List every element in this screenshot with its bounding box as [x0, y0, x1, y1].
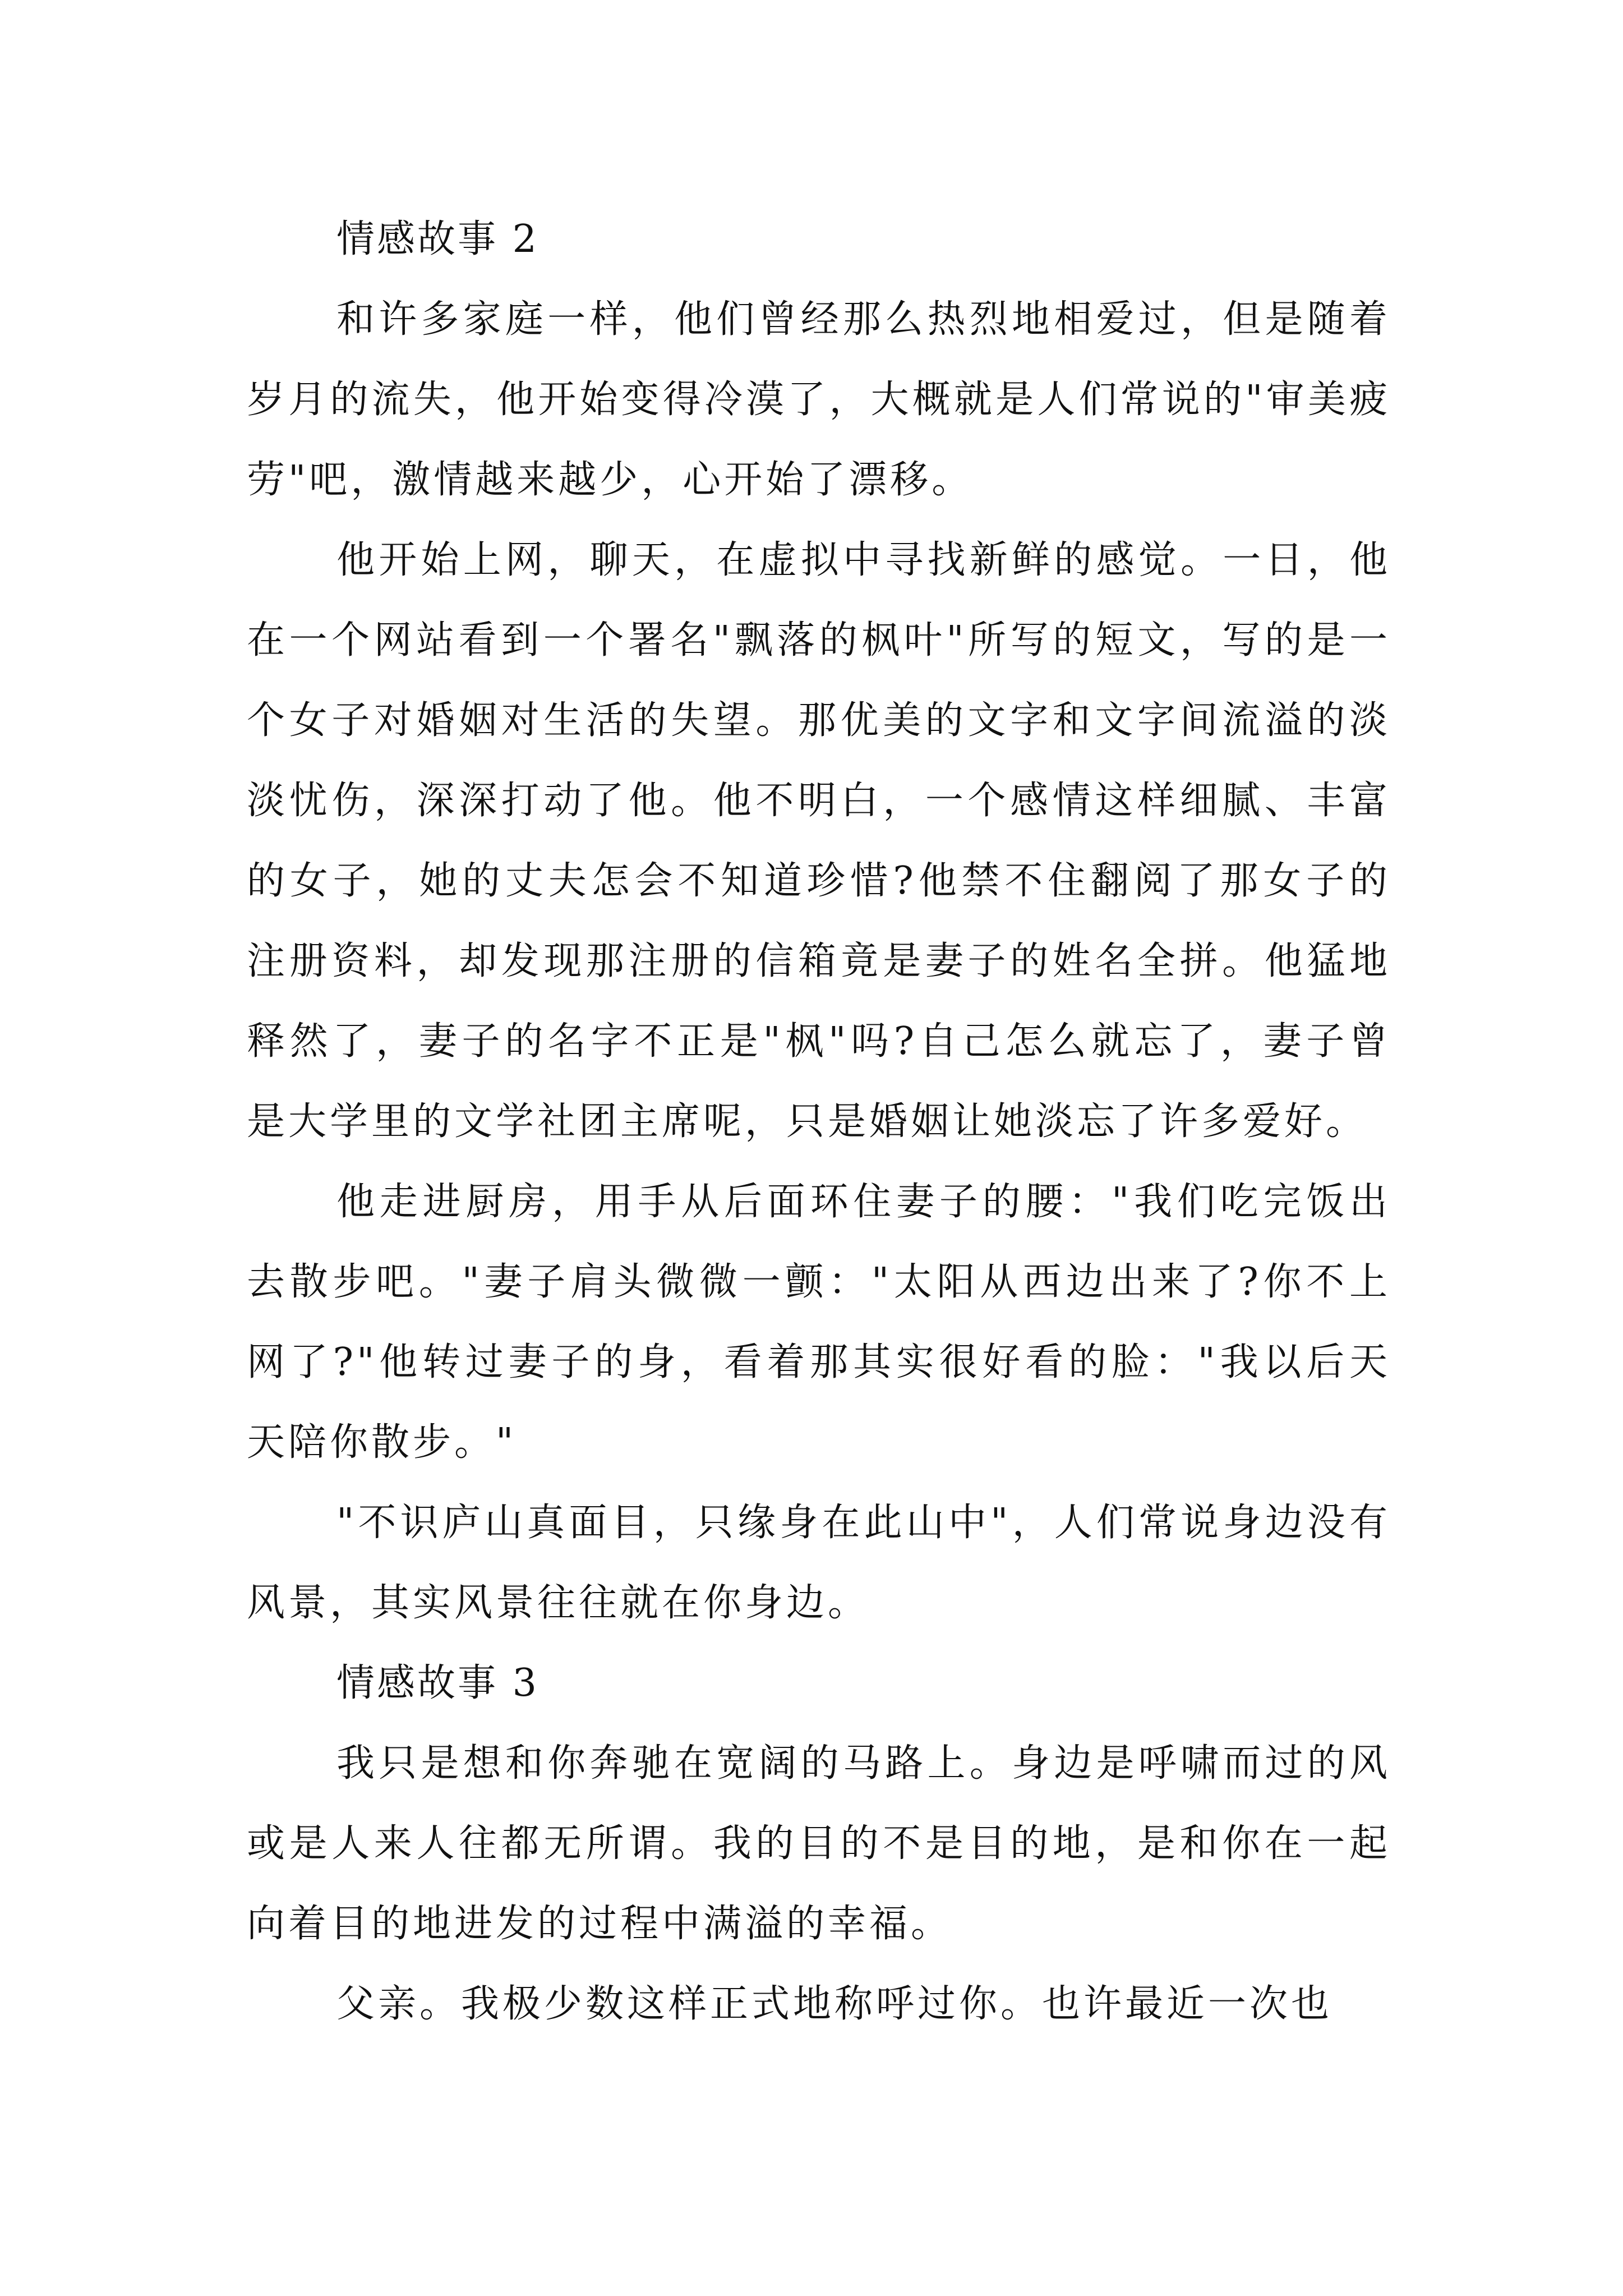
section-heading: 情感故事 3	[336, 1661, 539, 1705]
paragraph: 他开始上网，聊天，在虚拟中寻找新鲜的感觉。一日，他在一个网站看到一个署名"飘落的枫叶"所写的短文，写的是一个女子对婚姻对生活的失望。那优美的文字和文字间流溢的淡淡忧伤，深深打动了他。他不明白，一个感情这样细腻、丰富的女子，她的丈夫怎会不知道珍惜?他禁不住翻阅了那女子的注册资料，却发现那注册的信箱竟是妻子的姓名全拼。他猛地释然了，妻子的名字不正是"枫"吗?自己怎么就忘了，妻子曾是大学里的文学社团主席呢，只是婚姻让她淡忘了许多爱好。	[247, 538, 1391, 1144]
paragraph: 和许多家庭一样，他们曾经那么热烈地相爱过，但是随着岁月的流失，他开始变得冷漠了，大概就是人们常说的"审美疲劳"吧，激情越来越少，心开始了漂移。	[247, 297, 1391, 502]
section-heading: 情感故事 2	[336, 217, 539, 261]
document-body	[247, 199, 1391, 2044]
paragraph: "不识庐山真面目，只缘身在此山中"，人们常说身边没有风景，其实风景往往就在你身边。	[247, 1501, 1391, 1625]
paragraph: 父亲。我极少数这样正式地称呼过你。也许最近一次也	[336, 1982, 1333, 2026]
paragraph: 我只是想和你奔驰在宽阔的马路上。身边是呼啸而过的风或是人来人往都无所谓。我的目的不是目的地，是和你在一起向着目的地进发的过程中满溢的幸福。	[247, 1741, 1391, 1946]
paragraph: 他走进厨房，用手从后面环住妻子的腰："我们吃完饭出去散步吧。"妻子肩头微微一颤："太阳从西边出来了?你不上网了?"他转过妻子的身，看着那其实很好看的脸："我以后天天陪你散步。"	[247, 1180, 1391, 1465]
